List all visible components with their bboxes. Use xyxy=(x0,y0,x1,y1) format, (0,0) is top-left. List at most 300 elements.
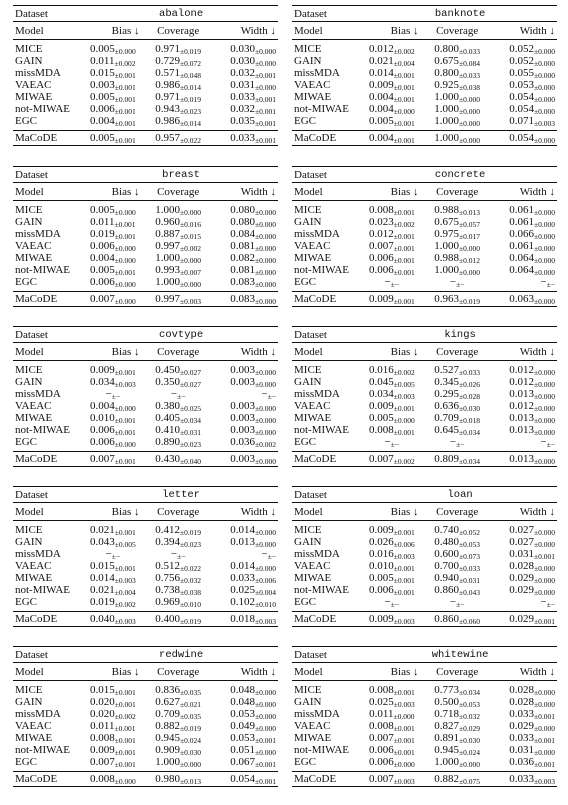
model-name-text: VAEAC xyxy=(294,400,331,412)
std-error: ±0.003 xyxy=(393,777,415,786)
bias-header-text: Bias ↓ xyxy=(390,665,419,678)
width-cell xyxy=(215,756,278,772)
width-cell xyxy=(494,708,557,720)
std-error: ±0.001 xyxy=(114,83,136,92)
model-name-text: MaCoDE xyxy=(15,132,58,144)
model-name xyxy=(292,67,363,79)
bias-cell xyxy=(84,681,141,697)
model-name xyxy=(292,436,363,452)
bias-header xyxy=(84,663,141,681)
std-error: ±0.001 xyxy=(114,95,136,104)
std-error: ±0.001 xyxy=(393,119,415,128)
table-row xyxy=(292,596,557,612)
std-error: ±0.001 xyxy=(114,564,136,573)
model-name-text: EGC xyxy=(15,276,37,288)
table-row xyxy=(292,103,557,115)
table-row xyxy=(292,521,557,537)
model-name-text: missMDA xyxy=(294,388,340,400)
table-row xyxy=(13,115,278,131)
dataset-name xyxy=(84,6,278,22)
results-table xyxy=(292,646,557,787)
model-name xyxy=(292,612,363,627)
bias-cell xyxy=(363,708,420,720)
std-error: ±0.052 xyxy=(459,528,481,537)
std-error: ±0.000 xyxy=(255,748,276,757)
width-value: 0.012 xyxy=(509,376,534,388)
coverage-value: − xyxy=(170,388,178,400)
width-cell xyxy=(494,79,557,91)
width-value: − xyxy=(261,388,268,400)
width-value: 0.033 xyxy=(230,572,255,584)
coverage-value: − xyxy=(449,436,457,448)
coverage-cell xyxy=(420,572,493,584)
bias-value: 0.011 xyxy=(369,708,394,720)
width-value: 0.003 xyxy=(230,400,255,412)
width-value: 0.083 xyxy=(230,276,255,288)
width-value: − xyxy=(540,276,547,288)
bias-cell xyxy=(363,536,420,548)
table-row xyxy=(292,216,557,228)
model-name xyxy=(13,264,84,276)
table-row xyxy=(13,436,278,452)
bias-value: − xyxy=(384,276,391,288)
bias-value: 0.006 xyxy=(89,240,115,252)
width-value: 0.083 xyxy=(230,293,255,305)
bias-cell xyxy=(84,361,141,377)
coverage-value: 0.500 xyxy=(434,696,460,708)
model-name-text: not-MIWAE xyxy=(294,103,349,115)
bias-value: 0.005 xyxy=(89,91,115,103)
bias-value: 0.008 xyxy=(368,424,394,436)
bias-cell xyxy=(84,521,141,537)
model-name-text: VAEAC xyxy=(15,400,52,412)
width-value: 0.063 xyxy=(509,293,534,305)
std-error: ±0.000 xyxy=(393,712,415,721)
bias-cell xyxy=(84,452,141,467)
bias-cell xyxy=(84,596,141,612)
width-cell xyxy=(494,584,557,596)
std-error: ±0.001 xyxy=(255,760,276,769)
table-row xyxy=(292,91,557,103)
width-value: 0.003 xyxy=(230,424,255,436)
coverage-cell xyxy=(420,252,493,264)
model-name-text: EGC xyxy=(294,276,316,288)
dataset-name-text: kings xyxy=(444,328,476,341)
table-row xyxy=(13,67,278,79)
std-error: ±0.001 xyxy=(393,244,415,253)
width-cell xyxy=(494,376,557,388)
width-value: 0.061 xyxy=(509,216,534,228)
width-cell xyxy=(494,596,557,612)
coverage-value: 0.997 xyxy=(155,293,181,305)
std-error: ±0.000 xyxy=(255,47,276,56)
coverage-cell xyxy=(141,55,214,67)
table-row xyxy=(292,240,557,252)
std-error: ±0.000 xyxy=(255,416,276,425)
width-cell xyxy=(494,400,557,412)
width-value: 0.025 xyxy=(230,584,255,596)
bias-cell xyxy=(363,756,420,772)
std-error: ±0.000 xyxy=(255,700,276,709)
coverage-value: 0.882 xyxy=(434,773,460,785)
std-error: ±0.001 xyxy=(393,588,415,597)
coverage-header xyxy=(420,22,493,40)
std-error: ±0.073 xyxy=(459,552,481,561)
std-error: ±0.002 xyxy=(114,712,136,721)
bias-cell xyxy=(363,696,420,708)
width-value: 0.013 xyxy=(509,424,534,436)
coverage-cell xyxy=(141,131,214,146)
table-row xyxy=(292,612,557,627)
width-value: 0.053 xyxy=(509,79,534,91)
coverage-cell xyxy=(420,708,493,720)
coverage-value: 0.993 xyxy=(155,264,181,276)
std-error: ±0.000 xyxy=(255,83,276,92)
std-error: ±0.072 xyxy=(180,59,202,68)
coverage-cell xyxy=(420,40,493,56)
dataset-label-text: Dataset xyxy=(294,648,327,661)
width-cell xyxy=(215,361,278,377)
std-error: ±0.023 xyxy=(180,107,202,116)
std-error: ±0.010 xyxy=(255,600,276,609)
bias-value: 0.007 xyxy=(368,773,394,785)
coverage-cell xyxy=(420,521,493,537)
coverage-cell xyxy=(420,115,493,131)
coverage-cell xyxy=(141,744,214,756)
bias-cell xyxy=(84,424,141,436)
std-error: ±0.053 xyxy=(459,700,481,709)
width-value: 0.035 xyxy=(230,115,255,127)
table-row xyxy=(13,376,278,388)
std-error: ±0.028 xyxy=(459,392,481,401)
std-error: ±0.023 xyxy=(180,540,202,549)
bias-cell xyxy=(363,240,420,252)
std-error: ±0.000 xyxy=(534,95,555,104)
coverage-value: 0.773 xyxy=(434,684,460,696)
std-error: ±0.002 xyxy=(393,457,415,466)
model-name-text: VAEAC xyxy=(294,720,331,732)
model-header-text: Model xyxy=(15,345,44,358)
coverage-value: 0.980 xyxy=(155,773,181,785)
coverage-cell xyxy=(141,584,214,596)
std-error: ±0.001 xyxy=(393,136,415,145)
model-name-text: EGC xyxy=(294,115,316,127)
width-value: 0.048 xyxy=(230,696,255,708)
std-error: ±0.022 xyxy=(180,136,202,145)
width-value: 0.049 xyxy=(230,720,255,732)
coverage-value: 0.890 xyxy=(155,436,181,448)
model-name xyxy=(13,228,84,240)
width-cell xyxy=(494,131,557,146)
model-name xyxy=(13,40,84,56)
width-cell xyxy=(215,708,278,720)
coverage-value: − xyxy=(170,548,178,560)
std-error: ±0.000 xyxy=(534,380,555,389)
width-cell xyxy=(494,744,557,756)
coverage-cell xyxy=(141,400,214,412)
width-value: 0.014 xyxy=(230,524,255,536)
std-error: ±0.001 xyxy=(534,712,555,721)
bias-header xyxy=(363,343,420,361)
model-name-text: VAEAC xyxy=(15,79,52,91)
coverage-value: 0.971 xyxy=(155,91,181,103)
std-error: ±0.025 xyxy=(180,404,202,413)
table-row xyxy=(292,400,557,412)
bias-cell xyxy=(84,696,141,708)
model-name xyxy=(292,596,363,612)
bias-value: 0.025 xyxy=(368,696,394,708)
model-name-text: MICE xyxy=(15,684,43,696)
std-error: ±0.001 xyxy=(114,428,136,437)
results-table-breast xyxy=(13,166,278,307)
coverage-cell xyxy=(141,536,214,548)
coverage-value: 1.000 xyxy=(434,115,460,127)
model-header xyxy=(13,22,84,40)
model-name xyxy=(292,388,363,400)
std-error: ±0.000 xyxy=(180,760,202,769)
std-error: ±− xyxy=(177,392,186,401)
coverage-value: 0.512 xyxy=(155,560,181,572)
coverage-value: 0.756 xyxy=(155,572,181,584)
width-header xyxy=(215,503,278,521)
std-error: ±0.043 xyxy=(459,588,481,597)
width-cell xyxy=(215,584,278,596)
width-value: 0.031 xyxy=(509,744,534,756)
std-error: ±0.002 xyxy=(180,244,202,253)
width-cell xyxy=(215,201,278,217)
width-value: 0.081 xyxy=(230,240,255,252)
bias-cell xyxy=(84,400,141,412)
width-value: 0.031 xyxy=(230,79,255,91)
width-header xyxy=(494,22,557,40)
std-error: ±0.015 xyxy=(180,232,202,241)
coverage-cell xyxy=(420,596,493,612)
std-error: ±0.000 xyxy=(534,700,555,709)
std-error: ±0.001 xyxy=(393,428,415,437)
width-value: 0.030 xyxy=(230,43,255,55)
model-name-text: MaCoDE xyxy=(294,132,337,144)
model-name xyxy=(13,361,84,377)
model-name xyxy=(13,201,84,217)
width-value: 0.036 xyxy=(509,756,534,768)
bias-value: 0.004 xyxy=(89,400,115,412)
std-error: ±0.048 xyxy=(180,71,202,80)
coverage-header-text: Coverage xyxy=(436,185,479,198)
table-row xyxy=(292,252,557,264)
std-error: ±0.003 xyxy=(255,617,276,626)
coverage-cell xyxy=(141,40,214,56)
model-name xyxy=(292,424,363,436)
bias-value: 0.006 xyxy=(368,264,394,276)
table-row xyxy=(292,376,557,388)
bias-cell xyxy=(84,584,141,596)
coverage-cell xyxy=(420,436,493,452)
model-name xyxy=(292,708,363,720)
bias-value: 0.008 xyxy=(89,732,115,744)
width-cell xyxy=(215,376,278,388)
bias-value: 0.009 xyxy=(368,400,394,412)
model-name-text: GAIN xyxy=(294,696,322,708)
bias-value: 0.015 xyxy=(89,67,115,79)
coverage-cell xyxy=(141,612,214,627)
bias-value: 0.005 xyxy=(89,132,115,144)
table-row xyxy=(13,744,278,756)
coverage-cell xyxy=(420,240,493,252)
std-error: ±0.000 xyxy=(180,256,202,265)
std-error: ±0.022 xyxy=(180,564,202,573)
coverage-cell xyxy=(141,216,214,228)
coverage-header xyxy=(420,663,493,681)
bias-cell xyxy=(84,756,141,772)
bias-value: 0.016 xyxy=(368,364,394,376)
model-name-text: VAEAC xyxy=(294,240,331,252)
bias-header xyxy=(363,22,420,40)
table-row xyxy=(13,536,278,548)
bias-cell xyxy=(84,264,141,276)
model-name xyxy=(13,521,84,537)
std-error: ±0.001 xyxy=(393,232,415,241)
coverage-value: 0.636 xyxy=(434,400,460,412)
model-name-text: EGC xyxy=(15,596,37,608)
model-name-text: not-MIWAE xyxy=(294,424,349,436)
std-error: ±0.019 xyxy=(180,95,202,104)
width-value: 0.029 xyxy=(509,720,534,732)
bias-value: 0.009 xyxy=(368,524,394,536)
std-error: ±0.001 xyxy=(393,256,415,265)
width-cell xyxy=(215,240,278,252)
dataset-label xyxy=(292,487,363,503)
bias-cell xyxy=(363,744,420,756)
coverage-value: 0.963 xyxy=(434,293,460,305)
coverage-value: 0.645 xyxy=(434,424,460,436)
std-error: ±0.023 xyxy=(180,440,202,449)
std-error: ±0.000 xyxy=(534,588,555,597)
dataset-name xyxy=(363,327,557,343)
coverage-cell xyxy=(420,424,493,436)
model-header xyxy=(292,343,363,361)
std-error: ±0.001 xyxy=(114,724,136,733)
width-cell xyxy=(215,67,278,79)
bias-value: 0.006 xyxy=(89,103,115,115)
std-error: ±0.014 xyxy=(180,83,202,92)
table-row xyxy=(13,452,278,467)
std-error: ±0.005 xyxy=(114,540,136,549)
std-error: ±0.000 xyxy=(114,208,136,217)
model-name-text: missMDA xyxy=(15,228,61,240)
std-error: ±0.001 xyxy=(114,688,136,697)
width-cell xyxy=(494,696,557,708)
coverage-value: 0.675 xyxy=(434,55,460,67)
table-row xyxy=(13,361,278,377)
std-error: ±0.001 xyxy=(114,107,136,116)
coverage-cell xyxy=(141,696,214,708)
model-name-text: MIWAE xyxy=(294,572,332,584)
results-table-whitewine xyxy=(292,646,557,787)
bias-cell xyxy=(363,252,420,264)
std-error: ±0.033 xyxy=(459,564,481,573)
width-header xyxy=(494,343,557,361)
std-error: ±0.000 xyxy=(114,256,136,265)
std-error: ±0.001 xyxy=(534,552,555,561)
std-error: ±0.000 xyxy=(255,457,276,466)
table-row xyxy=(13,596,278,612)
results-table xyxy=(13,486,278,627)
bias-value: 0.004 xyxy=(368,103,394,115)
model-header xyxy=(292,503,363,521)
std-error: ±0.000 xyxy=(255,724,276,733)
bias-cell xyxy=(363,572,420,584)
std-error: ±− xyxy=(267,552,276,561)
bias-cell xyxy=(84,91,141,103)
model-name-text: MIWAE xyxy=(15,252,53,264)
std-error: ±0.034 xyxy=(180,416,202,425)
std-error: ±0.001 xyxy=(255,736,276,745)
model-name-text: MaCoDE xyxy=(294,613,337,625)
coverage-cell xyxy=(420,681,493,697)
coverage-cell xyxy=(141,412,214,424)
width-cell xyxy=(494,681,557,697)
coverage-cell xyxy=(141,115,214,131)
width-value: 0.018 xyxy=(230,613,255,625)
width-value: 0.080 xyxy=(230,216,255,228)
std-error: ±0.033 xyxy=(459,47,481,56)
std-error: ±0.000 xyxy=(534,540,555,549)
width-header-text: Width ↓ xyxy=(240,185,276,198)
table-row xyxy=(13,756,278,772)
coverage-cell xyxy=(141,681,214,697)
coverage-cell xyxy=(141,521,214,537)
width-header-text: Width ↓ xyxy=(519,345,555,358)
std-error: ±0.001 xyxy=(114,736,136,745)
width-cell xyxy=(494,521,557,537)
width-value: − xyxy=(540,436,547,448)
model-name-text: not-MIWAE xyxy=(15,264,70,276)
model-name-text: GAIN xyxy=(294,55,322,67)
bias-value: 0.006 xyxy=(368,584,394,596)
width-value: 0.003 xyxy=(230,364,255,376)
std-error: ±0.030 xyxy=(180,748,202,757)
model-name xyxy=(292,560,363,572)
std-error: ±0.001 xyxy=(255,136,276,145)
dataset-name-text: covtype xyxy=(159,328,204,341)
model-name-text: MaCoDE xyxy=(294,453,337,465)
coverage-cell xyxy=(141,201,214,217)
model-name xyxy=(292,572,363,584)
std-error: ±0.000 xyxy=(534,368,555,377)
table-row xyxy=(292,756,557,772)
std-error: ±0.014 xyxy=(180,119,202,128)
coverage-value: 0.960 xyxy=(155,216,181,228)
width-cell xyxy=(215,772,278,787)
coverage-value: 1.000 xyxy=(155,276,181,288)
dataset-label xyxy=(13,167,84,183)
width-cell xyxy=(215,292,278,307)
bias-cell xyxy=(363,292,420,307)
bias-cell xyxy=(84,772,141,787)
table-row xyxy=(13,584,278,596)
dataset-name-text: breast xyxy=(162,168,200,181)
bias-value: 0.040 xyxy=(89,613,115,625)
results-table xyxy=(13,166,278,307)
model-name xyxy=(292,40,363,56)
table-row xyxy=(292,264,557,276)
model-name xyxy=(13,560,84,572)
bias-header-text: Bias ↓ xyxy=(390,345,419,358)
bias-cell xyxy=(363,400,420,412)
coverage-value: 0.350 xyxy=(155,376,181,388)
coverage-value: 0.405 xyxy=(155,412,181,424)
model-name-text: not-MIWAE xyxy=(294,264,349,276)
